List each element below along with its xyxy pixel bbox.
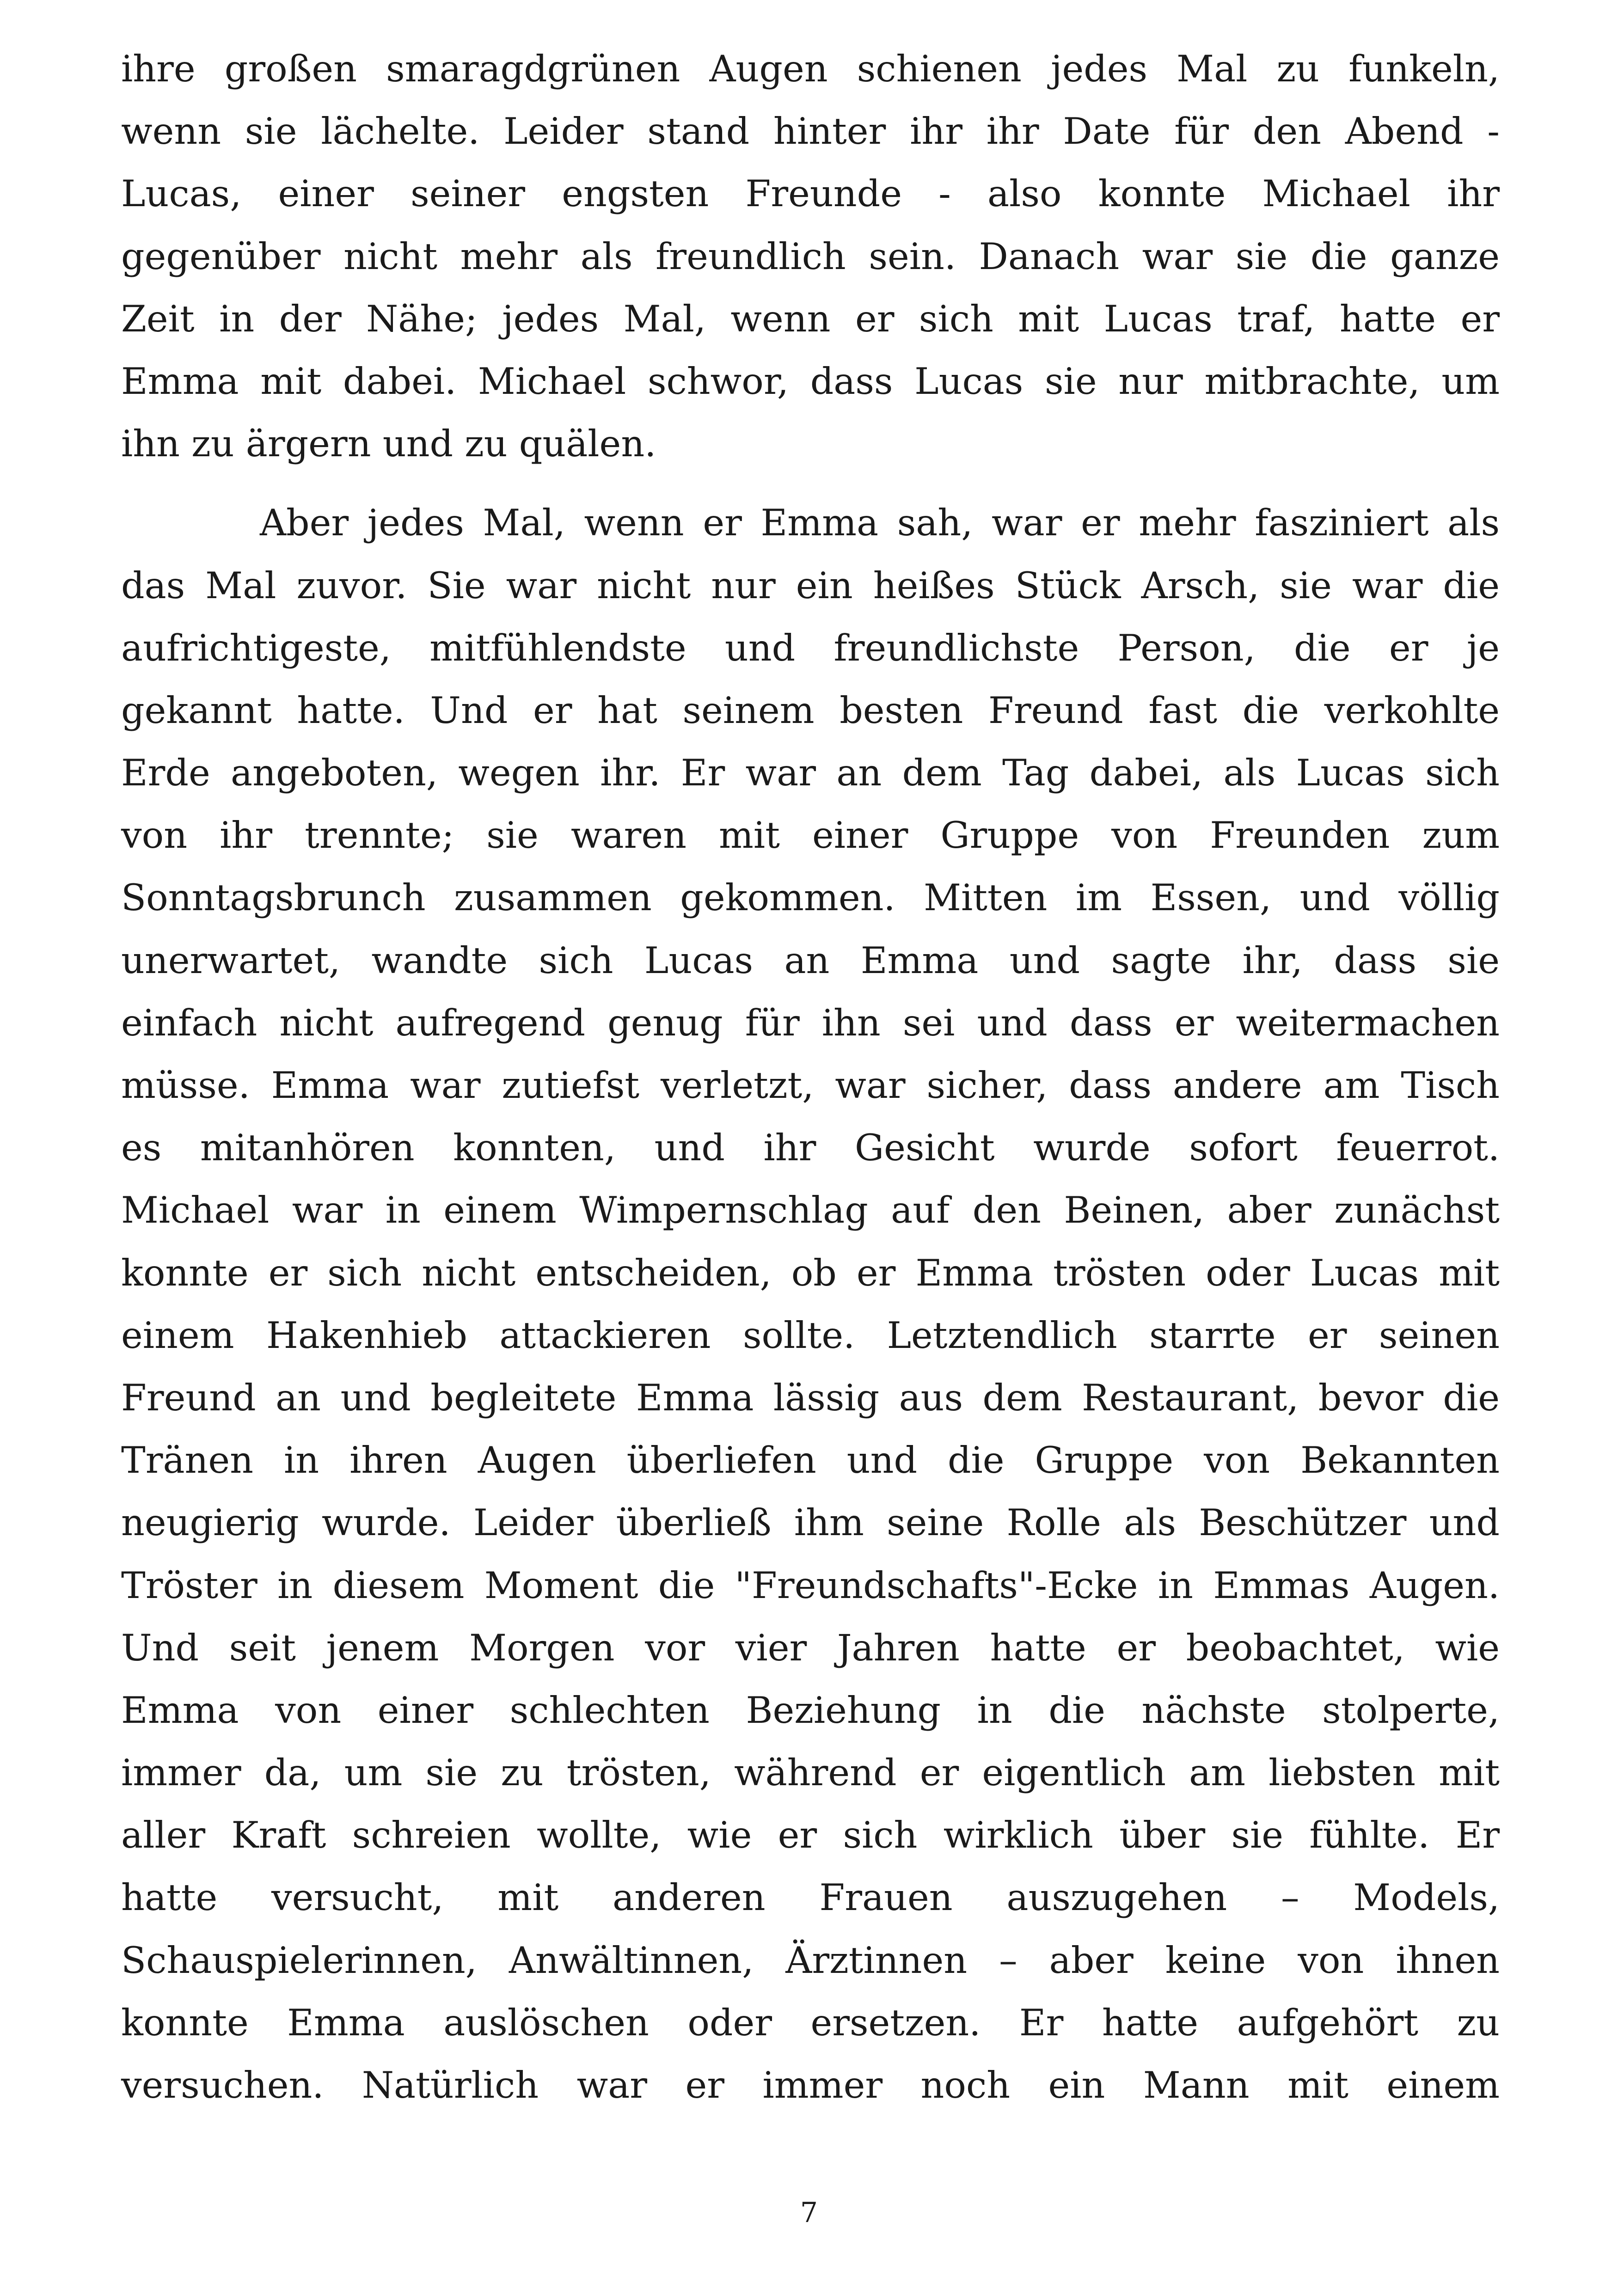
text-line: konnte er sich nicht entscheiden, ob er Emma trösten oder Lucas mit bbox=[121, 1251, 1500, 1294]
text-line: neugierig wurde. Leider überließ ihm seine Rolle als Beschützer und bbox=[121, 1501, 1500, 1544]
text-line: es mitanhören konnten, und ihr Gesicht wurde sofort feuerrot. bbox=[121, 1127, 1500, 1169]
text-line: Schauspielerinnen, Anwältinnen, Ärztinnen – aber keine von ihnen bbox=[121, 1939, 1500, 1982]
text-line: Emma mit dabei. Michael schwor, dass Lucas sie nur mitbrachte, um bbox=[121, 360, 1500, 403]
page-number: 7 bbox=[800, 2197, 818, 2229]
text-line: unerwartet, wandte sich Lucas an Emma und sagte ihr, dass sie bbox=[121, 939, 1500, 982]
text-line: einem Hakenhieb attackieren sollte. Letztendlich starrte er seinen bbox=[121, 1314, 1500, 1357]
text-line: gegenüber nicht mehr als freundlich sein. Danach war sie die ganze bbox=[121, 235, 1500, 278]
text-line: immer da, um sie zu trösten, während er eigentlich am liebsten mit bbox=[121, 1751, 1500, 1794]
text-line: versuchen. Natürlich war er immer noch ein Mann mit einem bbox=[121, 2064, 1500, 2106]
paragraph-1 bbox=[121, 38, 1500, 475]
text-line bbox=[121, 2117, 1500, 2179]
text-line: Sonntagsbrunch zusammen gekommen. Mitten im Essen, und völlig bbox=[121, 876, 1500, 919]
text-line: Und seit jenem Morgen vor vier Jahren hatte er beobachtet, wie bbox=[121, 1626, 1500, 1669]
text-line: Emma von einer schlechten Beziehung in die nächste stolperte, bbox=[121, 1689, 1500, 1732]
text-line: Freund an und begleitete Emma lässig aus dem Restaurant, bevor die bbox=[121, 1376, 1500, 1419]
paragraph-spacing bbox=[121, 475, 1500, 492]
text-line: ihn zu ärgern und zu quälen. bbox=[121, 422, 656, 465]
text-line: hatte versucht, mit anderen Frauen auszugehen – Models, bbox=[121, 1876, 1500, 1919]
text-line: Erde angeboten, wegen ihr. Er war an dem Tag dabei, als Lucas sich bbox=[121, 752, 1500, 795]
text-line: einfach nicht aufregend genug für ihn sei und dass er weitermachen bbox=[121, 1001, 1500, 1044]
text-line: Zeit in der Nähe; jedes Mal, wenn er sich mit Lucas traf, hatte er bbox=[121, 297, 1500, 340]
text-line: ihre großen smaragdgrünen Augen schienen jedes Mal zu funkeln, bbox=[121, 48, 1500, 90]
paragraph-2 bbox=[121, 492, 1500, 2179]
text-line: von ihr trennte; sie waren mit einer Gruppe von Freunden zum bbox=[121, 814, 1500, 857]
text-line: Michael war in einem Wimpernschlag auf den Beinen, aber zunächst bbox=[121, 1189, 1500, 1232]
text-line: konnte Emma auslöschen oder ersetzen. Er hatte aufgehört zu bbox=[121, 2001, 1500, 2044]
text-line: das Mal zuvor. Sie war nicht nur ein heißes Stück Arsch, sie war die bbox=[121, 564, 1500, 607]
body-text bbox=[121, 38, 1500, 2179]
text-line: aufrichtigeste, mitfühlendste und freundlichste Person, die er je bbox=[121, 626, 1500, 669]
text-line: Tröster in diesem Moment die "Freundschafts"-Ecke in Emmas Augen. bbox=[121, 1564, 1500, 1607]
text-line: Aber jedes Mal, wenn er Emma sah, war er mehr fasziniert als bbox=[260, 502, 1500, 545]
text-line: gekannt hatte. Und er hat seinem besten Freund fast die verkohlte bbox=[121, 689, 1500, 732]
text-line: Tränen in ihren Augen überliefen und die Gruppe von Bekannten bbox=[121, 1439, 1500, 1482]
text-line: aller Kraft schreien wollte, wie er sich wirklich über sie fühlte. Er bbox=[121, 1814, 1500, 1857]
text-line: müsse. Emma war zutiefst verletzt, war sicher, dass andere am Tisch bbox=[121, 1064, 1500, 1107]
text-line: Lucas, einer seiner engsten Freunde - also konnte Michael ihr bbox=[121, 172, 1500, 215]
text-line: wenn sie lächelte. Leider stand hinter ihr ihr Date für den Abend - bbox=[121, 110, 1500, 153]
